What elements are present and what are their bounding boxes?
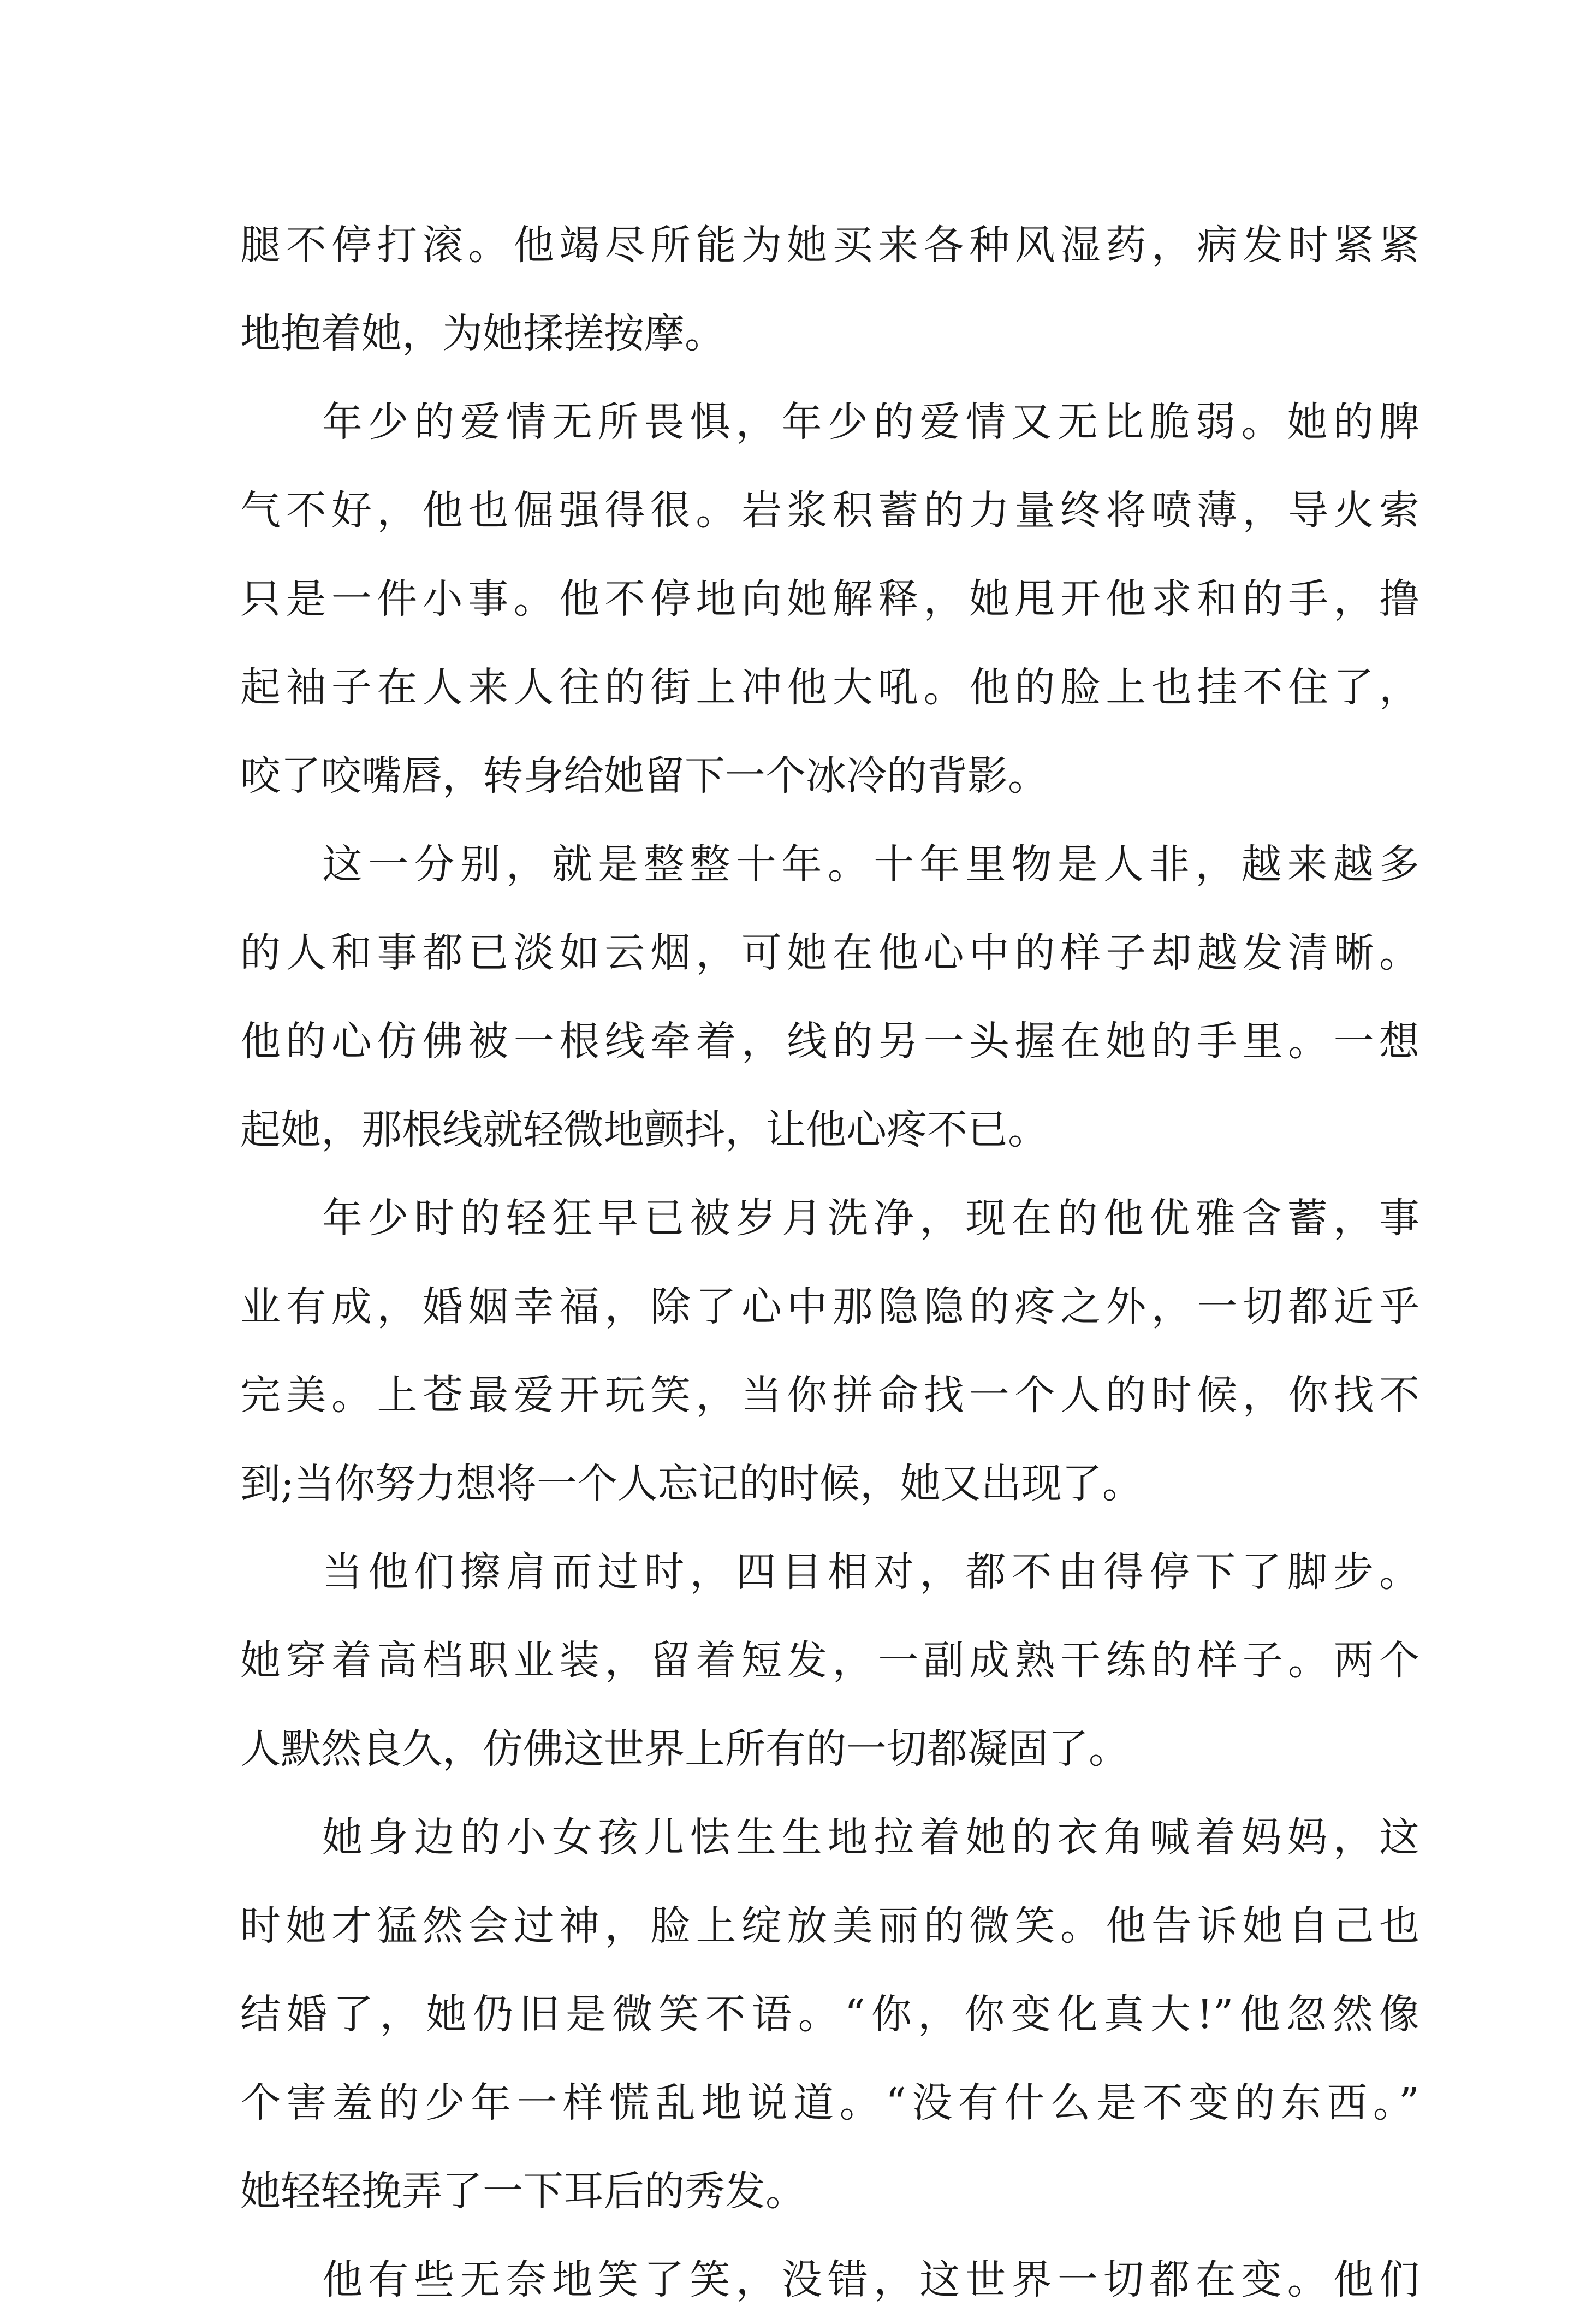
- text-line: 起她，那根线就轻微地颤抖，让他心疼不已。: [240, 1106, 1048, 1153]
- text-line: 年少的爱情无所畏惧，年少的爱情又无比脆弱。她的脾: [322, 399, 1419, 446]
- paragraph-7: [240, 2236, 1419, 2324]
- paragraph-2: [240, 378, 1419, 820]
- text-line: 地抱着她，为她揉搓按摩。: [240, 310, 725, 357]
- text-line: 完美。上苍最爱开玩笑，当你拼命找一个人的时候，你找不: [240, 1372, 1419, 1419]
- text-line: 到;当你努力想将一个人忘记的时候，她又出现了。: [240, 1460, 1143, 1507]
- text-line: 年少时的轻狂早已被岁月洗净，现在的他优雅含蓄，事: [322, 1195, 1419, 1242]
- paragraph-5: [240, 1528, 1419, 1793]
- paragraph-4: [240, 1174, 1419, 1528]
- paragraph-1: [240, 201, 1419, 378]
- text-line: 时她才猛然会过神，脸上绽放美丽的微笑。他告诉她自己也: [240, 1902, 1419, 1949]
- text-line: 只是一件小事。他不停地向她解释，她甩开他求和的手，撸: [240, 576, 1419, 622]
- text-line: 腿不停打滚。他竭尽所能为她买来各种风湿药，病发时紧紧: [240, 222, 1419, 269]
- paragraph-3: [240, 820, 1419, 1174]
- text-line: 他的心仿佛被一根线牵着，线的另一头握在她的手里。一想: [240, 1018, 1419, 1065]
- text-line: 气不好，他也倔强得很。岩浆积蓄的力量终将喷薄，导火索: [240, 487, 1419, 534]
- text-line: 她轻轻挽弄了一下耳后的秀发。: [240, 2168, 806, 2215]
- text-line: 咬了咬嘴唇，转身给她留下一个冰冷的背影。: [240, 752, 1048, 799]
- text-line: 起袖子在人来人往的街上冲他大吼。他的脸上也挂不住了，: [240, 664, 1419, 711]
- text-line: 人默然良久，仿佛这世界上所有的一切都凝固了。: [240, 1726, 1129, 1772]
- text-line: 个害羞的少年一样慌乱地说道。“没有什么是不变的东西。”: [240, 2079, 1419, 2126]
- text-line: 她穿着高档职业装，留着短发，一副成熟干练的样子。两个: [240, 1637, 1419, 1684]
- text-line: 业有成，婚姻幸福，除了心中那隐隐的疼之外，一切都近乎: [240, 1283, 1419, 1330]
- body-text: [240, 201, 1419, 2324]
- text-line: 当他们擦肩而过时，四目相对，都不由得停下了脚步。: [322, 1549, 1419, 1596]
- text-line: 他有些无奈地笑了笑，没错，这世界一切都在变。他们: [322, 2256, 1419, 2303]
- paragraph-6: [240, 1793, 1419, 2236]
- text-line: 结婚了，她仍旧是微笑不语。“你，你变化真大!”他忽然像: [240, 1991, 1419, 2038]
- text-line: 的人和事都已淡如云烟，可她在他心中的样子却越发清晰。: [240, 929, 1419, 976]
- text-line: 她身边的小女孩儿怯生生地拉着她的衣角喊着妈妈，这: [322, 1814, 1419, 1861]
- text-line: 这一分别，就是整整十年。十年里物是人非，越来越多: [322, 841, 1419, 888]
